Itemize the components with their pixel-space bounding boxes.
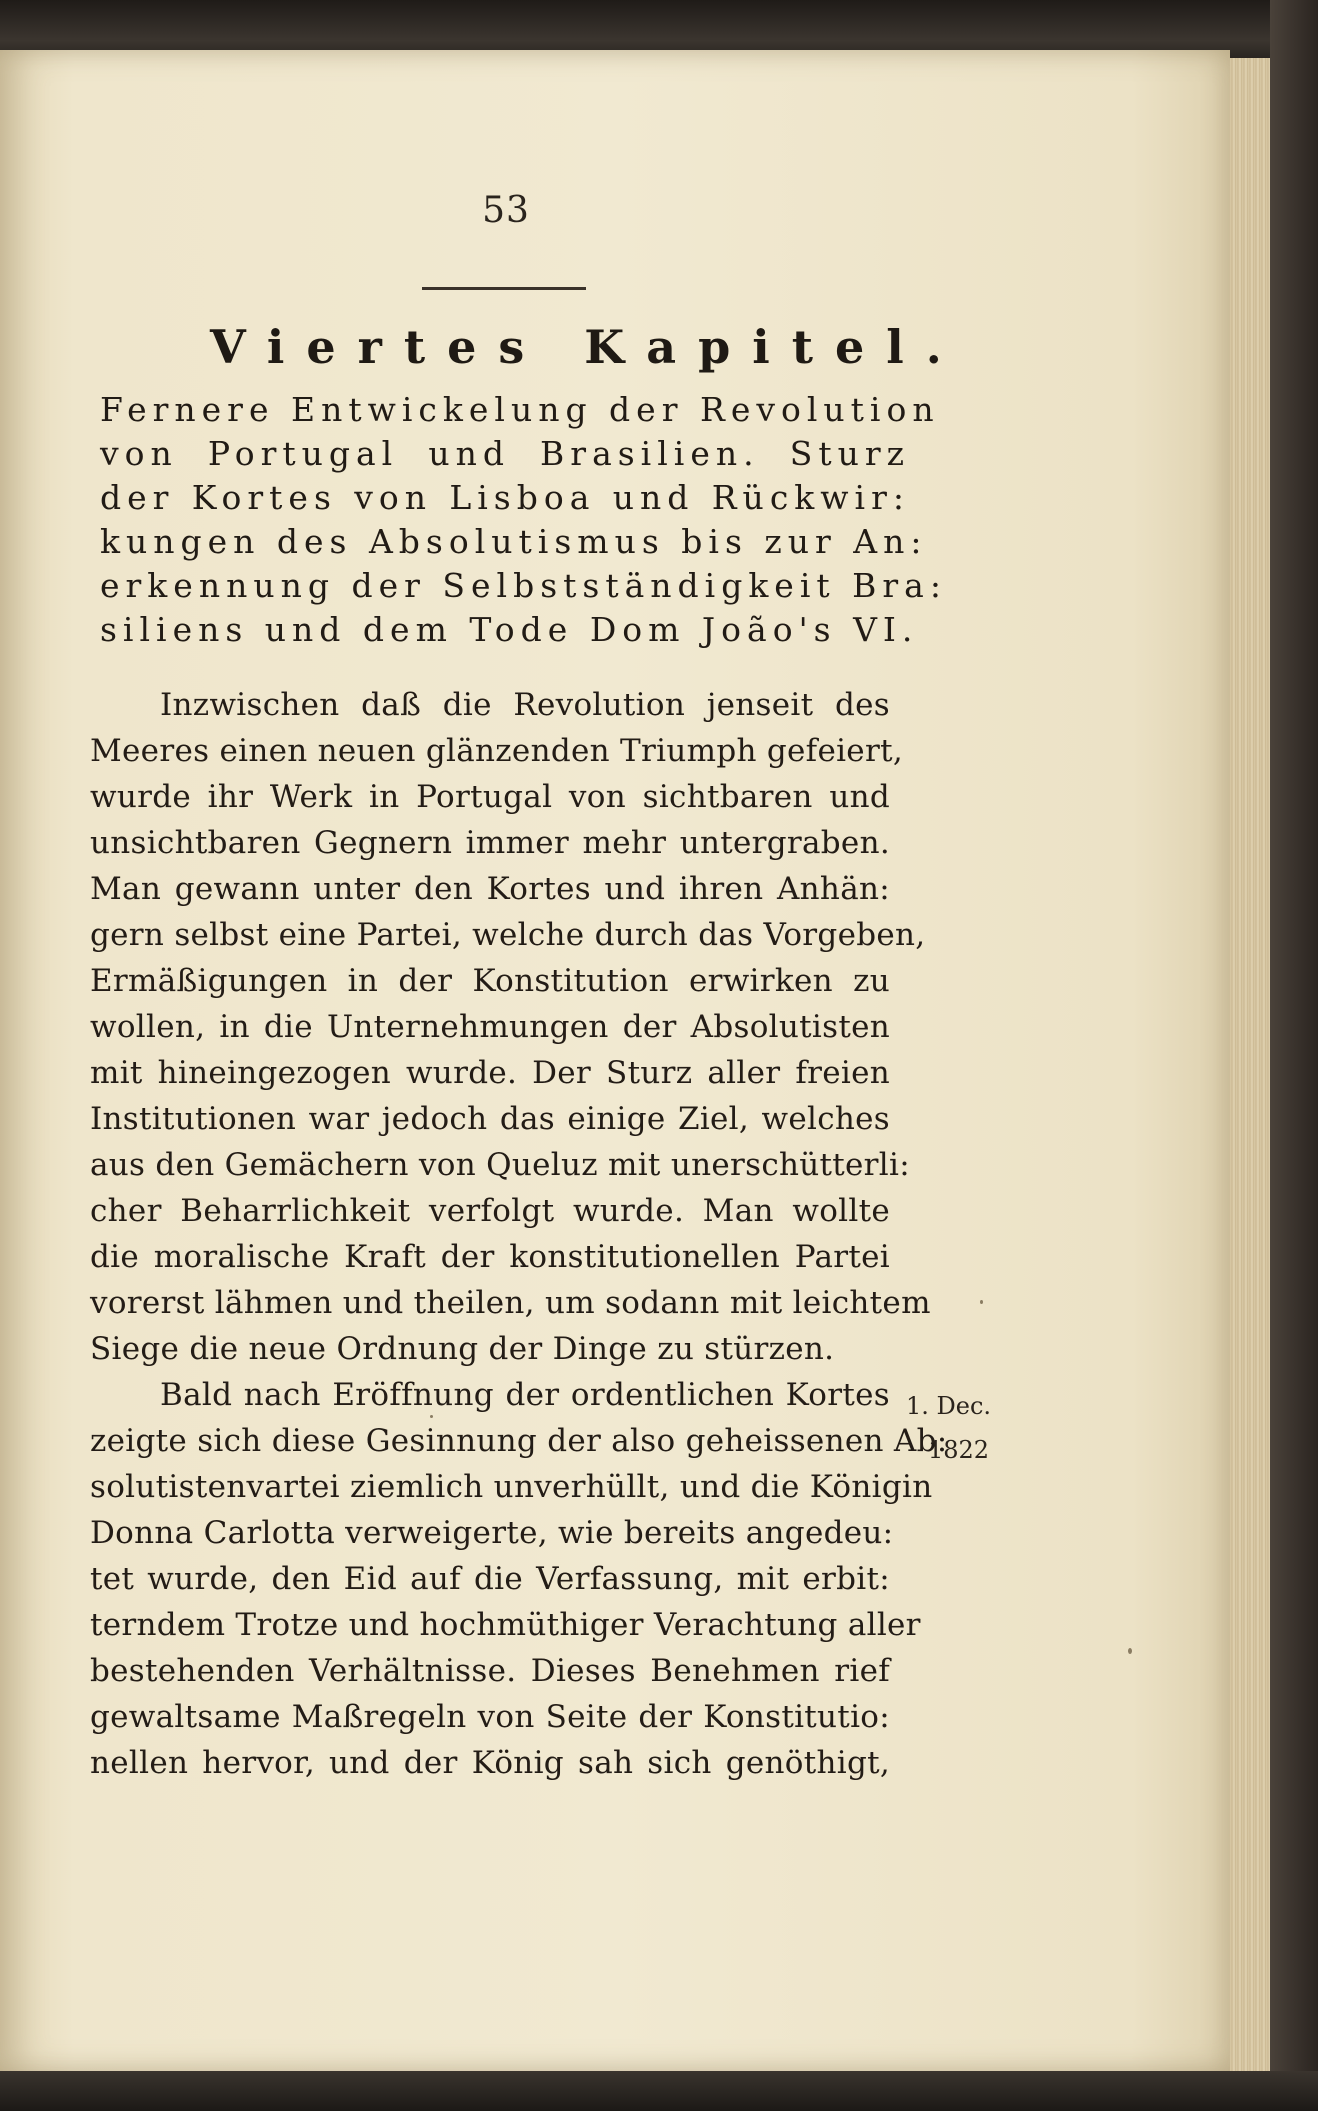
body-line: Siege die neue Ordnung der Dinge zu stürzen. (90, 1331, 835, 1367)
page-number-rule (422, 287, 586, 290)
body-line: terndem Trotze und hochmüthiger Verachtung aller (90, 1607, 921, 1643)
summary-line: der Kortes von Lisboa und Rückwir: (100, 478, 910, 517)
page-edges (1230, 58, 1270, 2071)
body-line: gewaltsame Maßregeln von Seite der Konstitutio: (90, 1699, 890, 1735)
body-line: wurde ihr Werk in Portugal von sichtbaren und (90, 779, 890, 815)
body-line: Inzwischen daß die Revolution jenseit des (160, 687, 890, 723)
body-line: mit hineingezogen wurde. Der Sturz aller freien (90, 1055, 890, 1091)
body-line: Institutionen war jedoch das einige Ziel, welches (90, 1101, 890, 1137)
body-text (90, 682, 948, 1786)
body-line: tet wurde, den Eid auf die Verfassung, mit erbit: (90, 1561, 890, 1597)
body-line: wollen, in die Unternehmungen der Absolutisten (90, 1009, 890, 1045)
summary-line: von Portugal und Brasilien. Sturz (100, 434, 910, 473)
book-cover-bottom (0, 2071, 1318, 2111)
paper-speck (980, 1300, 983, 1304)
margin-note-date: 1. Dec. (906, 1392, 992, 1420)
body-line: Man gewann unter den Kortes und ihren Anhän: (90, 871, 890, 907)
body-line: die moralische Kraft der konstitutionellen Partei (90, 1239, 890, 1275)
chapter-summary (100, 388, 947, 652)
body-line: zeigte sich diese Gesinnung der also geheissenen Ab: (90, 1423, 948, 1459)
chapter-title: Viertes Kapitel. (210, 320, 964, 374)
body-line: vorerst lähmen und theilen, um sodann mit leichtem (90, 1285, 931, 1321)
body-line: Meeres einen neuen glänzenden Triumph gefeiert, (90, 733, 903, 769)
body-line: Ermäßigungen in der Konstitution erwirken zu (90, 963, 890, 999)
body-line: aus den Gemächern von Queluz mit unerschütterli: (90, 1147, 910, 1183)
body-line: nellen hervor, und der König sah sich genöthigt, (90, 1745, 890, 1781)
summary-line: kungen des Absolutismus bis zur An: (100, 522, 928, 561)
page-number: 53 (482, 190, 530, 231)
summary-line: siliens und dem Tode Dom João's VI. (100, 610, 919, 649)
margin-note-year: 1822 (928, 1436, 990, 1464)
body-line: Bald nach Eröffnung der ordentlichen Kortes (160, 1377, 890, 1413)
body-line: unsichtbaren Gegnern immer mehr untergraben. (90, 825, 890, 861)
summary-line: erkennung der Selbstständigkeit Bra: (100, 566, 947, 605)
body-line: solutistenvartei ziemlich unverhüllt, und die Königin (90, 1469, 933, 1505)
body-line: bestehenden Verhältnisse. Dieses Benehmen rief (90, 1653, 890, 1689)
body-line: Donna Carlotta verweigerte, wie bereits angedeu: (90, 1515, 894, 1551)
body-line: gern selbst eine Partei, welche durch das Vorgeben, (90, 917, 926, 953)
summary-line: Fernere Entwickelung der Revolution (100, 390, 940, 429)
paper-speck (1128, 1648, 1132, 1654)
book-cover-right (1270, 0, 1318, 2111)
body-line: cher Beharrlichkeit verfolgt wurde. Man wollte (90, 1193, 890, 1229)
